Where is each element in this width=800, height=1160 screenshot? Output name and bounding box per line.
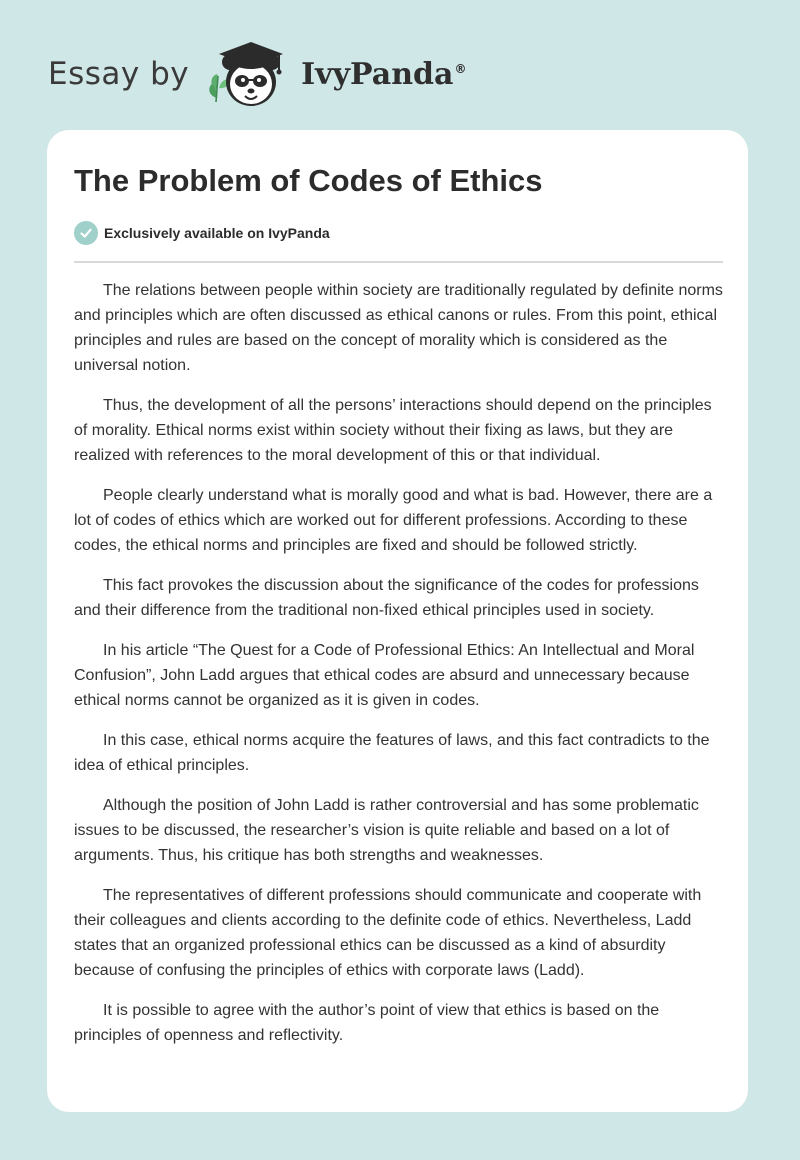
paragraph: The representatives of different professions should communicate and cooperate with their colleagues and clients according to the definite code of ethics. Nevertheless, Ladd states that an organized professional ethics can be discussed as a kind of absurdity because of confusing the principles of ethics with corporate laws (Ladd). bbox=[74, 887, 702, 979]
exclusive-label: Exclusively available on IvyPanda bbox=[104, 225, 330, 241]
paragraph: It is possible to agree with the author’s point of view that ethics is based on the principles of openness and reflectivity. bbox=[74, 1002, 660, 1044]
article-body bbox=[74, 278, 726, 1063]
panda-graduation-cap-icon bbox=[203, 36, 293, 112]
paragraph: Thus, the development of all the persons’ interactions should depend on the principles of morality. Ethical norms exist within society without their fixing as laws, but they are realized with references to the moral development of this or that individual. bbox=[74, 397, 712, 464]
brand-name: IvyPanda® bbox=[301, 56, 467, 92]
page-title: The Problem of Codes of Ethics bbox=[74, 163, 543, 198]
paragraph: Although the position of John Ladd is rather controversial and has some problematic issues to be discussed, the researcher’s vision is quite reliable and based on a lot of arguments. Thus, his critique has both strengths and weaknesses. bbox=[74, 797, 699, 864]
exclusive-badge bbox=[74, 221, 330, 245]
paragraph: In this case, ethical norms acquire the features of laws, and this fact contradicts to the idea of ethical principles. bbox=[74, 732, 710, 774]
title-divider bbox=[74, 261, 723, 263]
brand-prefix: Essay by bbox=[48, 56, 190, 92]
paragraph: In his article “The Quest for a Code of Professional Ethics: An Intellectual and Moral Confusion”, John Ladd argues that ethical codes are absurd and unnecessary because ethical norms cannot be organized as it is given in codes. bbox=[74, 642, 695, 709]
paragraph: This fact provokes the discussion about the significance of the codes for professions and their difference from the traditional non-fixed ethical principles used in society. bbox=[74, 577, 699, 619]
article-card bbox=[47, 130, 748, 1112]
site-brand[interactable] bbox=[48, 34, 466, 114]
paragraph: People clearly understand what is morally good and what is bad. However, there are a lot of codes of ethics which are worked out for different professions. According to these codes, the ethical norms and principles are fixed and should be followed strictly. bbox=[74, 487, 713, 554]
registered-mark: ® bbox=[454, 61, 467, 76]
paragraph: The relations between people within society are traditionally regulated by definite norms and principles which are often discussed as ethical canons or rules. From this point, ethical principles and rules are based on the concept of morality which is considered as the universal notion. bbox=[74, 282, 723, 374]
check-circle-icon bbox=[74, 221, 98, 245]
